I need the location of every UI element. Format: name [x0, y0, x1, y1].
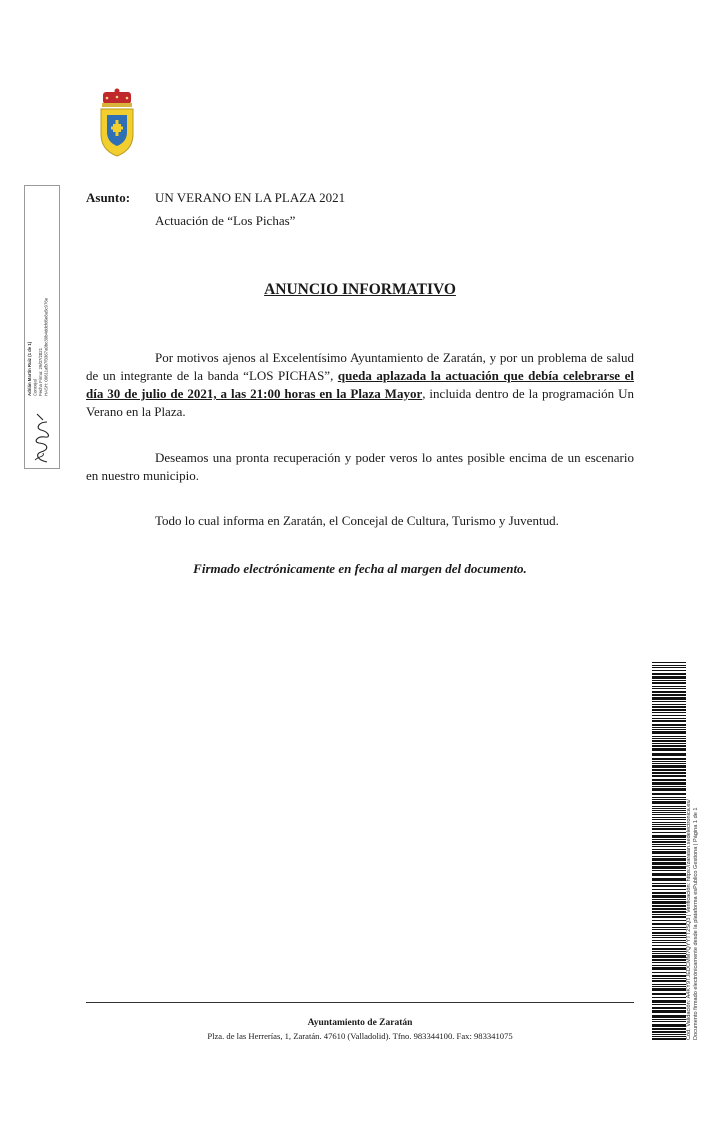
barcode-bar [652, 1034, 686, 1035]
barcode-bar [652, 883, 686, 884]
barcode-bar [652, 806, 686, 807]
barcode-bar [652, 691, 686, 693]
barcode-bar [652, 889, 686, 890]
barcode-bar [652, 817, 686, 818]
barcode-bar [652, 729, 686, 730]
barcode-bar [652, 846, 686, 847]
barcode-bar [652, 740, 686, 742]
barcode-bar [652, 686, 686, 687]
barcode-bar [652, 916, 686, 918]
barcode-bar [652, 905, 686, 907]
barcode-bar [652, 835, 686, 838]
footer-institution: Ayuntamiento de Zaratán [307, 1018, 413, 1028]
barcode-bar [652, 810, 686, 811]
barcode-bar [652, 662, 686, 663]
barcode-bar [652, 967, 686, 970]
barcode-bar [652, 1015, 686, 1018]
barcode-bar [652, 718, 686, 719]
paragraph-text: Por motivos ajenos al Excelentísimo Ayuntamiento de Zaratán, y por un problema de salud de un integrante de la banda “LOS PICHAS”, [86, 350, 634, 383]
paragraph-announcement [86, 349, 634, 421]
barcode-bar [652, 866, 686, 869]
barcode-bar [652, 775, 686, 777]
barcode-bar [652, 738, 686, 739]
barcode-bar [652, 997, 686, 998]
barcode-bar [652, 772, 686, 774]
barcode-bar [652, 870, 686, 871]
barcode-bar [652, 929, 686, 930]
barcode-bar [652, 715, 686, 716]
paragraph-wishes [86, 449, 634, 485]
barcode-bar [652, 724, 686, 726]
barcode-bar [652, 826, 686, 827]
barcode-bar [652, 748, 686, 751]
barcode-bar [652, 948, 686, 950]
barcode-bar [652, 858, 686, 861]
barcode-bar [652, 812, 686, 813]
validation-code: Cód. Validación: A4KY9TJEDCMM7QYYTT2SQ3 | Verificación: https://zaratan.sedelectronica.es/ [686, 799, 692, 1040]
barcode-bar [652, 676, 686, 679]
barcode-bar [652, 782, 686, 785]
barcode-bar [652, 1007, 686, 1009]
barcode-bar [652, 824, 686, 825]
footer-address: Plza. de las Herrerías, 1, Zaratán. 47610 (Valladolid). Tfno. 983344100. Fax: 983341075 [207, 1031, 513, 1041]
barcode-bar [652, 665, 686, 666]
barcode-bar [652, 856, 686, 857]
barcode-bar [652, 727, 686, 728]
barcode-bar [652, 745, 686, 747]
barcode-bar [652, 688, 686, 689]
barcode-bar [652, 753, 686, 756]
barcode-bar [652, 763, 686, 764]
barcode-bar [652, 1038, 686, 1040]
barcode-bar [652, 1031, 686, 1033]
barcode-bar [652, 828, 686, 830]
barcode-bar [652, 841, 686, 843]
barcode-bar [652, 670, 686, 671]
barcode-bar [652, 935, 686, 936]
barcode-bar [652, 808, 686, 809]
platform-note: Documento firmado electrónicamente desde la plataforma esPublico Gestiona | Página 1 de 1 [693, 807, 699, 1040]
barcode-bar [652, 862, 686, 865]
barcode-bar [652, 959, 686, 961]
signer-name: Adrián Martín Ruiz (1 de 1) [27, 341, 32, 396]
barcode-bar [652, 788, 686, 791]
barcode-bar [652, 873, 686, 876]
barcode-bar [652, 758, 686, 760]
barcode-bar [652, 1028, 686, 1030]
signature-hash: HASH: 09611afb7f3367a0bc39b4ddcfd6e8a5c976e [43, 297, 49, 396]
barcode-bar [652, 701, 686, 702]
footer-divider [86, 1002, 634, 1003]
paragraph-closing [86, 512, 634, 530]
barcode-bar [652, 965, 686, 966]
barcode-bar [652, 801, 686, 804]
barcode-bar [652, 720, 686, 722]
barcode-bar [652, 1024, 686, 1027]
barcode-bar [652, 972, 686, 973]
barcode-bar [652, 704, 686, 705]
barcode-bar [652, 779, 686, 781]
barcode-bar [652, 697, 686, 700]
barcode-bar [652, 980, 686, 982]
barcode-bar [652, 761, 686, 762]
verification-text [686, 714, 712, 1040]
barcode-bar [652, 908, 686, 910]
barcode-icon [652, 662, 686, 1040]
barcode-bar [652, 680, 686, 681]
barcode-bar [652, 1021, 686, 1022]
barcode-bar [652, 932, 686, 934]
barcode-bar [652, 793, 686, 795]
barcode-bar [652, 878, 686, 881]
barcode-bar [652, 885, 686, 887]
barcode-bar [652, 839, 686, 840]
barcode-bar [652, 1000, 686, 1003]
handwritten-signature-icon [27, 410, 57, 466]
paragraph-text: , incluida dentro de la programación Un Verano en la Plaza. [86, 386, 634, 419]
barcode-bar [652, 899, 686, 900]
barcode-bar [652, 940, 686, 941]
barcode-bar [652, 743, 686, 744]
barcode-bar [652, 819, 686, 820]
signer-role: Concejal [32, 379, 38, 396]
barcode-bar [652, 955, 686, 958]
highlighted-postponement: queda aplazada la actuación que debía celebrarse el día 30 de julio de 2021, a las 21:00 horas en la Plaza Mayor [86, 368, 634, 401]
barcode-bar [652, 849, 686, 850]
paragraph-text: Deseamos una pronta recuperación y poder veros lo antes posible encima de un escenario en nuestro municipio. [86, 450, 634, 483]
barcode-bar [652, 797, 686, 798]
barcode-bar [652, 927, 686, 928]
barcode-bar [652, 712, 686, 713]
barcode-bar [652, 765, 686, 768]
barcode-bar [652, 962, 686, 963]
barcode-bar [652, 731, 686, 734]
barcode-bar [652, 937, 686, 938]
barcode-bar [652, 694, 686, 696]
barcode-bar [652, 814, 686, 815]
barcode-bar [652, 984, 686, 985]
subject-label: Asunto: [86, 190, 131, 205]
barcode-bar [652, 993, 686, 995]
barcode-bar [652, 892, 686, 894]
barcode-bar [652, 914, 686, 915]
barcode-bar [652, 901, 686, 904]
barcode-bar [652, 786, 686, 787]
barcode-bar [652, 978, 686, 979]
barcode-bar [652, 832, 686, 833]
barcode-bar [652, 736, 686, 737]
barcode-bar [652, 945, 686, 946]
barcode-bar [652, 706, 686, 708]
barcode-bar [652, 851, 686, 854]
barcode-bar [652, 986, 686, 987]
barcode-bar [652, 1019, 686, 1020]
barcode-bar [652, 844, 686, 845]
barcode-bar [652, 975, 686, 977]
barcode-bar [652, 769, 686, 771]
barcode-bar [652, 1010, 686, 1013]
barcode-bar [652, 822, 686, 823]
barcode-bar [652, 988, 686, 991]
signed-note: Firmado electrónicamente en fecha al margen del documento. [193, 561, 527, 576]
barcode-bar [652, 951, 686, 952]
barcode-bar [652, 911, 686, 913]
signature-date: Fecha Firma: 29/07/2021 [38, 347, 43, 396]
subject-subtitle: Actuación de “Los Pichas” [155, 213, 296, 228]
barcode-bar [652, 895, 686, 898]
signature-details [27, 190, 57, 396]
paragraph-text: Todo lo cual informa en Zaratán, el Concejal de Cultura, Turismo y Juventud. [155, 513, 559, 528]
barcode-bar [652, 799, 686, 800]
barcode-bar [652, 953, 686, 954]
barcode-bar [652, 923, 686, 925]
barcode-bar [652, 667, 686, 668]
barcode-bar [652, 673, 686, 675]
document-heading: ANUNCIO INFORMATIVO [264, 281, 456, 298]
barcode-bar [652, 682, 686, 684]
barcode-bar [652, 920, 686, 921]
barcode-bar [652, 1004, 686, 1005]
barcode-bar [652, 942, 686, 943]
coat-of-arms-icon [96, 88, 138, 160]
subject-title: UN VERANO EN LA PLAZA 2021 [155, 190, 346, 205]
barcode-bar [652, 709, 686, 711]
barcode-bar [652, 1036, 686, 1037]
